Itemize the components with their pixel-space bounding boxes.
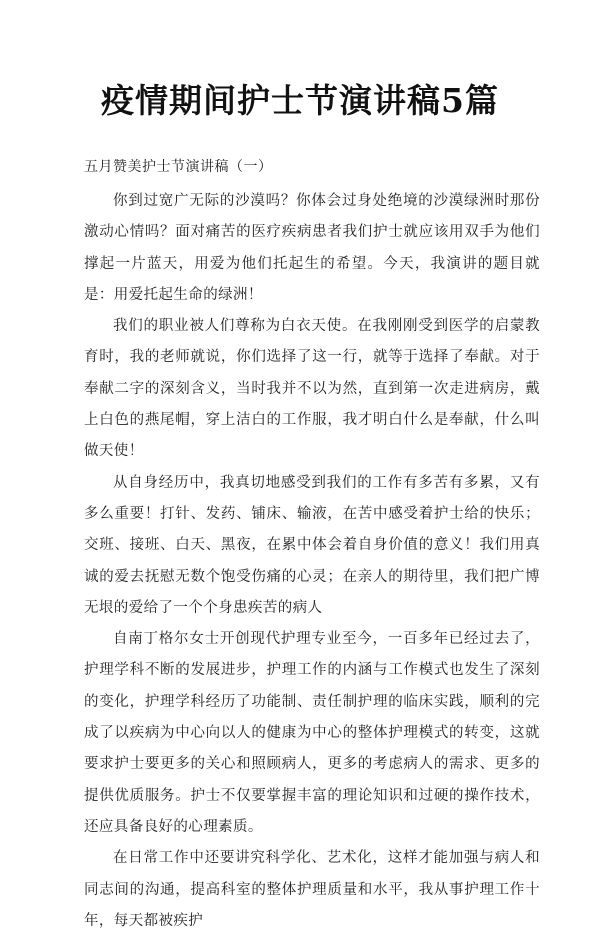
- page-bottom-edge: [0, 838, 600, 848]
- body-text: [84, 186, 540, 937]
- document-title: 疫情期间护士节演讲稿5篇: [101, 81, 499, 120]
- paragraph: 在日常工作中还要讲究科学化、艺术化，这样才能加强与病人和同志间的沟通，提高科室的整体护理质量和水平，我从事护理工作十年，每天都被疾护: [84, 850, 540, 929]
- paragraph: 从自身经历中，我真切地感受到我们的工作有多苦有多累，又有多么重要！打针、发药、铺床、输液，在苦中感受着护士给的快乐；交班、接班、白天、黑夜，在累中体会着自身价值的意义！我们用真诚的爱去抚慰无数个饱受伤痛的心灵；在亲人的期待里，我们把广博无垠的爱给了一个个身患疾苦的病人: [84, 474, 540, 616]
- paragraph: 自南丁格尔女士开创现代护理专业至今，一百多年已经过去了，护理学科不断的发展进步，护理工作的内涵与工作模式也发生了深刻的变化，护理学科经历了功能制、责任制护理的临床实践，顺利的完成了以疾病为中心向以人的健康为中心的整体护理模式的转变，这就要求护士要更多的关心和照顾病人，更多的考虑病人的需求、更多的提供优质服务。护士不仅要掌握丰富的理论知识和过硬的操作技术，还应具备良好的心理素质。: [84, 631, 540, 835]
- paragraph: 你到过宽广无际的沙漠吗？你体会过身处绝境的沙漠绿洲时那份激动心情吗？面对痛苦的医疗疾病患者我们护士就应该用双手为他们撑起一片蓝天，用爱为他们托起生的希望。今天，我演讲的题目就是：用爱托起生命的绿洲！: [84, 193, 540, 303]
- paragraph: 我们的职业被人们尊称为白衣天使。在我刚刚受到医学的启蒙教育时，我的老师就说，你们选择了这一行，就等于选择了奉献。对于奉献二字的深刻含义，当时我并不以为然，直到第一次走进病房，戴上白色的燕尾帽，穿上洁白的工作服，我才明白什么是奉献，什么叫做天使！: [84, 318, 540, 460]
- section-heading: 五月赞美护士节演讲稿（一）: [84, 159, 273, 175]
